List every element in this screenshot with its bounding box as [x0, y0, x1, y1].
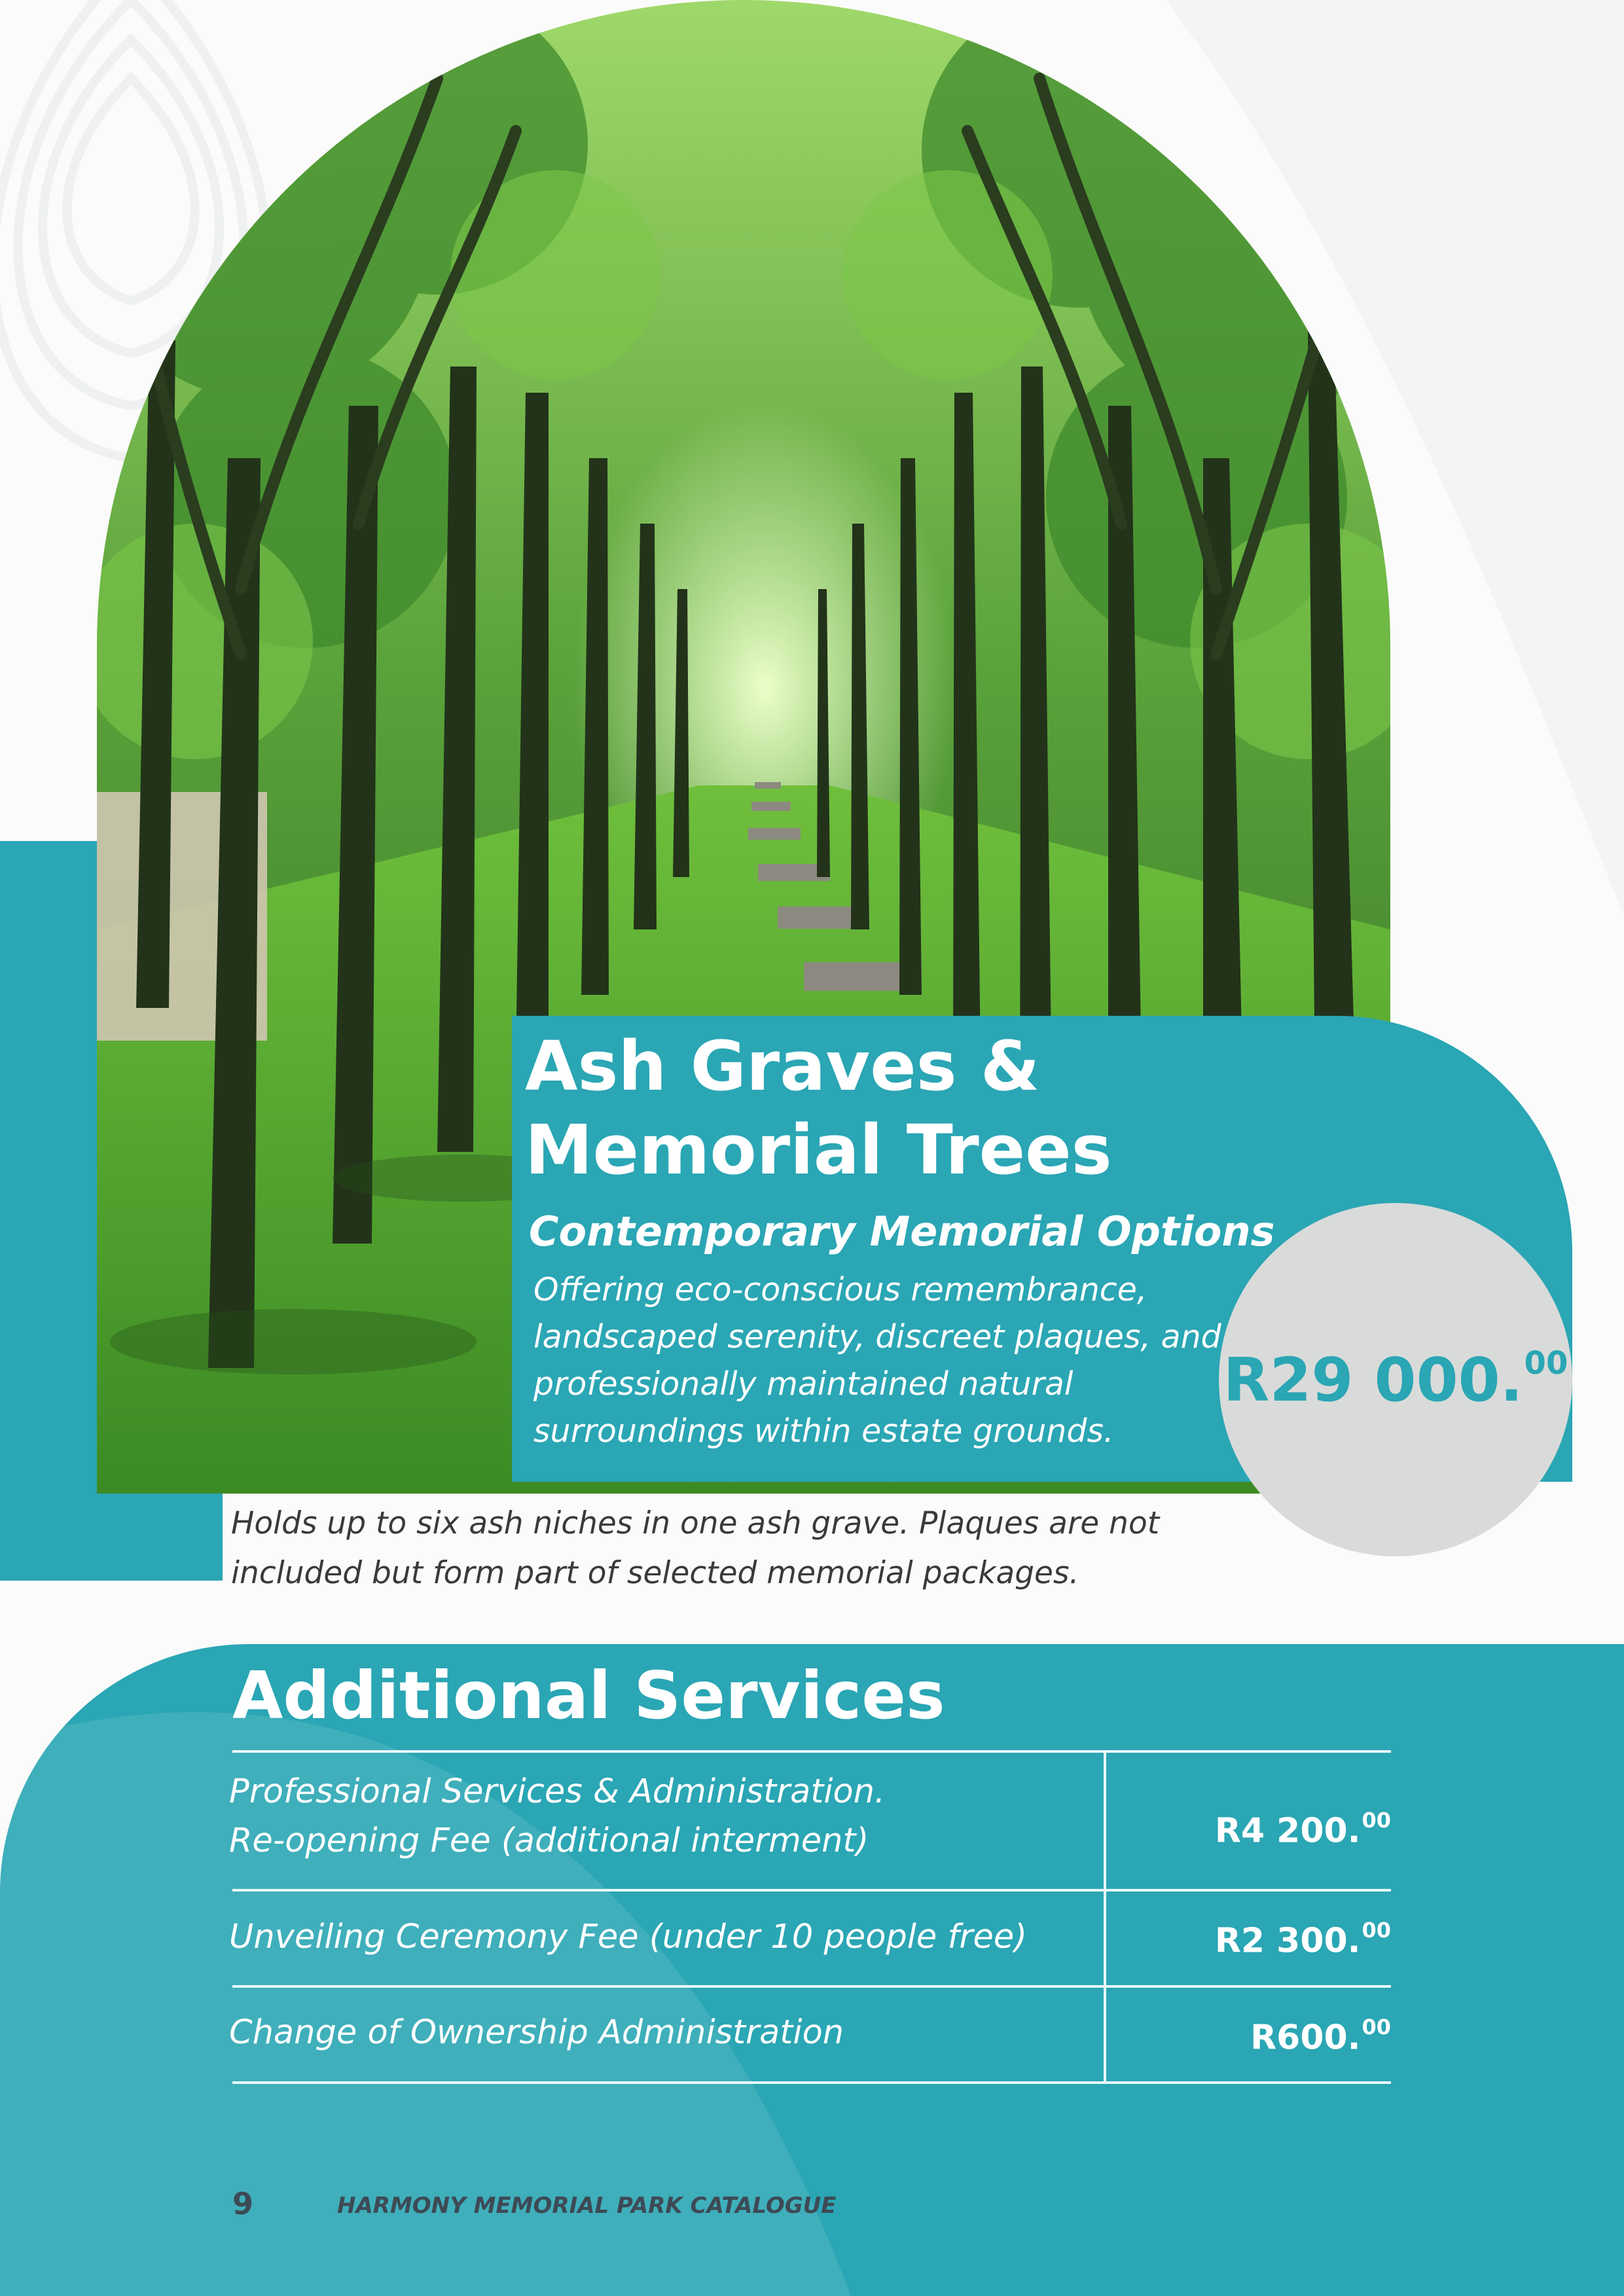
services-title: Additional Services — [232, 1657, 945, 1734]
service-price-amount: R600. — [1250, 2018, 1361, 2058]
services-divider — [232, 2081, 1391, 2084]
service-row-description — [229, 1912, 1080, 1962]
service-row-price — [1142, 2015, 1391, 2057]
services-divider — [232, 1985, 1391, 1988]
main-price — [1223, 1345, 1568, 1415]
price-circle — [1219, 1203, 1572, 1556]
footer-catalogue-title: HARMONY MEMORIAL PARK CATALOGUE — [337, 2193, 837, 2219]
page-number: 9 — [232, 2186, 254, 2221]
main-price-cents: 00 — [1524, 1344, 1568, 1382]
page-title: Ash Graves & Memorial Trees — [525, 1026, 1112, 1190]
services-column-divider — [1104, 1750, 1106, 2084]
service-price-cents: 00 — [1362, 1918, 1391, 1943]
subtitle: Contemporary Memorial Options — [529, 1208, 1275, 1255]
intro-description: Offering eco-conscious remembrance, landscaped serenity, discreet plaques, and professionally maintained natural surroundings within estate grounds. — [533, 1271, 1221, 1450]
services-divider — [232, 1889, 1391, 1892]
service-description-line: Re-opening Fee (additional interment) — [229, 1821, 869, 1860]
service-price-amount: R2 300. — [1214, 1921, 1361, 1961]
main-price-amount: R29 000. — [1223, 1344, 1523, 1415]
service-price-amount: R4 200. — [1214, 1811, 1361, 1851]
services-divider — [232, 1750, 1391, 1753]
ash-grave-note: Holds up to six ash niches in one ash grave. Plaques are not included but form part of selected memorial packages. — [231, 1505, 1160, 1591]
service-price-cents: 00 — [1362, 1808, 1391, 1833]
service-row-description — [229, 2008, 1080, 2057]
service-row-description — [229, 1767, 1080, 1865]
service-price-cents: 00 — [1362, 2015, 1391, 2039]
service-description-line: Unveiling Ceremony Fee (under 10 people free) — [229, 1918, 1028, 1956]
service-row-price — [1142, 1808, 1391, 1850]
service-description-line: Change of Ownership Administration — [229, 2013, 844, 2052]
service-row-price — [1142, 1918, 1391, 1960]
service-description-line: Professional Services & Administration. — [229, 1772, 886, 1811]
